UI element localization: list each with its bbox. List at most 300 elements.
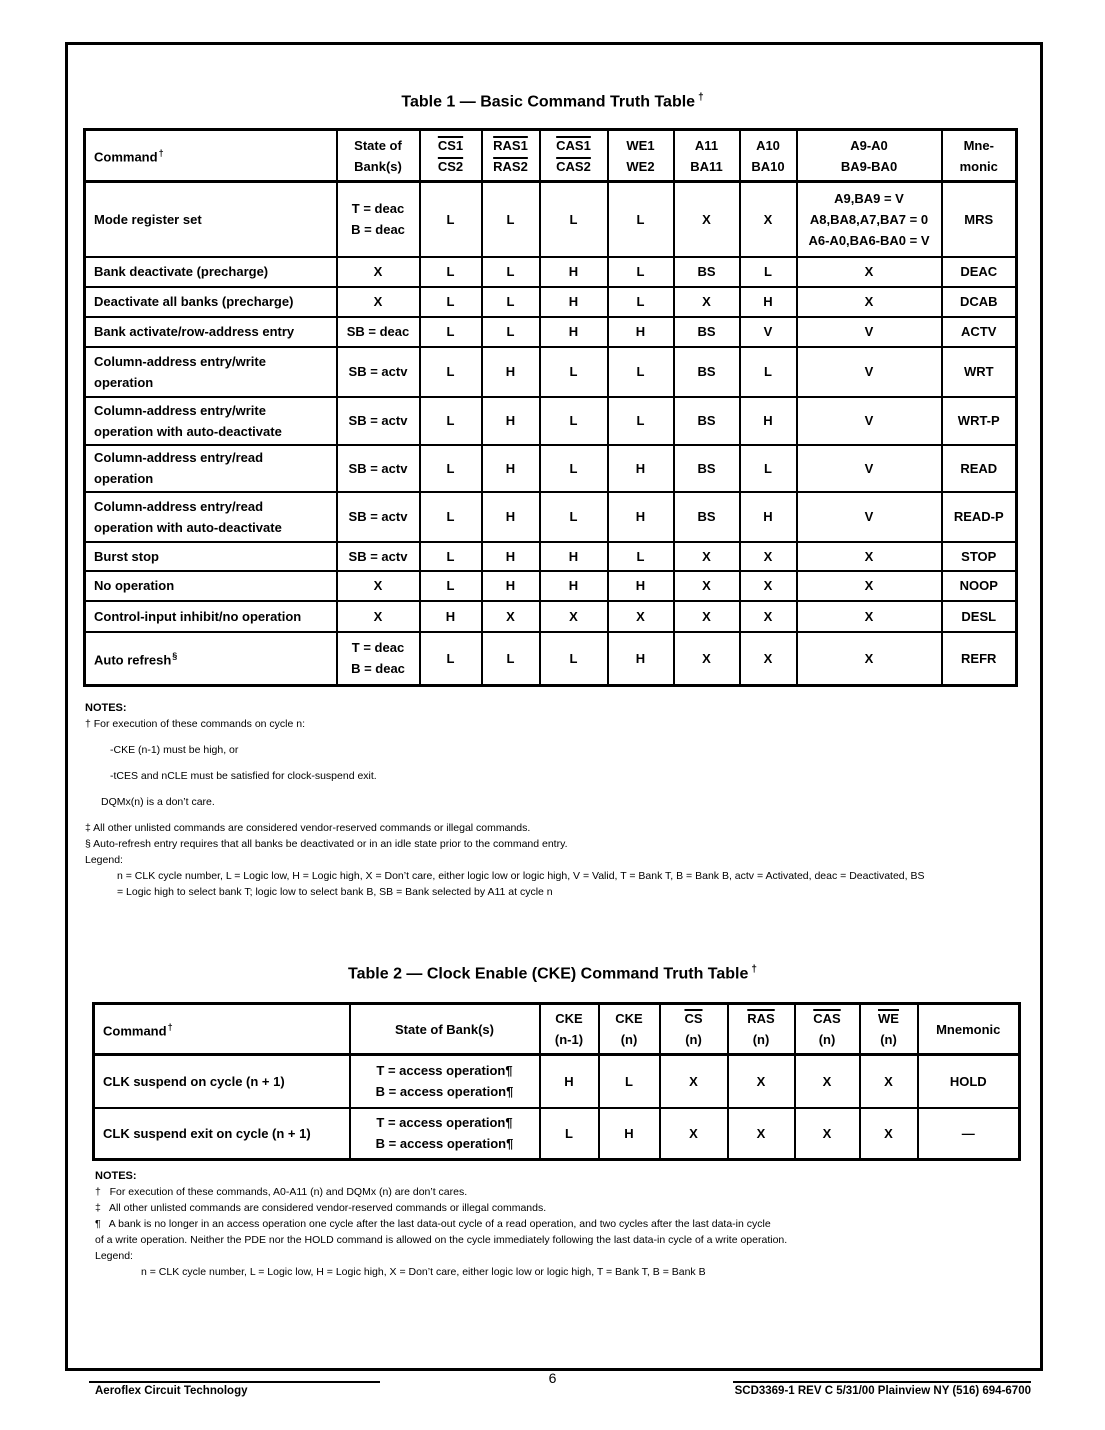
cell-line: (n-1) (554, 1032, 584, 1047)
table1-notes-label: NOTES: (85, 702, 127, 714)
cell-line: (n) (620, 1032, 638, 1047)
table-row (85, 287, 1017, 317)
cell-line: X (884, 1073, 893, 1089)
table-cell (337, 492, 420, 542)
cell-line: CS1 (437, 137, 464, 153)
table-cell (608, 571, 674, 601)
cell-line: H (568, 294, 579, 309)
table-cell (740, 632, 797, 686)
table-row (94, 1108, 1020, 1160)
cell-line: X (763, 211, 773, 227)
command-cell (85, 317, 337, 347)
command-cell (94, 1108, 350, 1160)
table-cell (608, 632, 674, 686)
table-cell (337, 542, 420, 571)
mnemonic-cell (942, 492, 1017, 542)
cell-line: L (636, 264, 645, 279)
cell-line: L (636, 294, 645, 309)
note-line: -tCES and nCLE must be satisfied for clock-suspend exit. (110, 770, 377, 782)
cell-line: WE2 (626, 158, 655, 174)
cell-line: Command† (94, 148, 164, 165)
table-cell (540, 542, 608, 571)
table-cell (482, 542, 540, 571)
table-cell (337, 317, 420, 347)
cell-line: X (702, 650, 711, 666)
table-cell (797, 317, 942, 347)
table-cell (860, 1055, 918, 1108)
note-line: -CKE (n-1) must be high, or (110, 744, 239, 756)
cell-line: L (636, 413, 645, 428)
table-cell (608, 257, 674, 287)
cell-line: L (764, 364, 772, 379)
table-cell (540, 601, 608, 632)
table-cell (337, 445, 420, 492)
cell-line: H (568, 324, 579, 339)
cell-line: X (822, 1125, 832, 1141)
cell-line: CS2 (437, 158, 464, 174)
cell-line: SB = actv (348, 364, 408, 379)
cell-line: A6-A0,BA6-BA0 = V (808, 232, 930, 248)
note-line: § Auto-refresh entry requires that all banks be deactivated or in an idle state prior to the command entry. (85, 838, 568, 850)
table-cell (350, 1108, 540, 1160)
table-cell (540, 1055, 599, 1108)
command-cell (85, 445, 337, 492)
cell-line: SB = actv (348, 548, 408, 564)
cell-line: H (568, 264, 579, 279)
table1-title (0, 88, 1105, 112)
cell-line: BS (697, 413, 716, 428)
cell-line: X (373, 294, 383, 309)
table-cell (674, 445, 740, 492)
cell-line: L (569, 509, 578, 524)
table-cell (674, 257, 740, 287)
header-row (85, 130, 1017, 182)
cell-line: X (636, 608, 645, 624)
cell-line: L (565, 1125, 573, 1141)
table-cell (540, 632, 608, 686)
column-header (350, 1004, 540, 1055)
cell-line: L (506, 211, 515, 227)
mnemonic-cell (918, 1055, 1020, 1108)
cell-line: Mnemonic (936, 1021, 1001, 1037)
cell-line: X (864, 578, 874, 593)
table-cell (420, 397, 482, 445)
table-cell (728, 1108, 795, 1160)
table-cell (420, 287, 482, 317)
table-cell (674, 542, 740, 571)
cell-line: L (446, 509, 455, 524)
table-cell (797, 287, 942, 317)
cell-line: BS (697, 460, 716, 476)
cell-line: MRS (964, 211, 994, 227)
cell-line: Bank deactivate (precharge) (94, 264, 269, 279)
table-cell (740, 601, 797, 632)
mnemonic-cell (942, 182, 1017, 257)
cell-line: L (764, 460, 772, 476)
cell-line: X (763, 650, 773, 666)
cell-line: (n) (880, 1032, 897, 1047)
cell-line: CAS2 (556, 158, 591, 174)
cell-line: X (864, 608, 874, 624)
cell-line: V (864, 364, 874, 379)
cell-line: CLK suspend on cycle (n + 1) (103, 1073, 285, 1089)
cell-line: Burst stop (94, 548, 159, 564)
cell-line: V (864, 460, 874, 476)
mnemonic-cell (942, 257, 1017, 287)
note-line: n = CLK cycle number, L = Logic low, H = Logic high, X = Don’t care, either logic low or logic high, T = Bank T, B = Bank B (141, 1266, 706, 1278)
cell-line: L (446, 294, 455, 309)
table-cell (740, 397, 797, 445)
table-cell (674, 632, 740, 686)
column-header (599, 1004, 660, 1055)
cell-line: H (763, 294, 773, 309)
cell-line: B = access operation¶ (375, 1084, 514, 1100)
cell-line: X (689, 1073, 698, 1089)
table-cell (337, 601, 420, 632)
mnemonic-cell (942, 287, 1017, 317)
column-header (85, 130, 337, 182)
cell-line: L (506, 650, 515, 666)
cell-line: WRT-P (957, 413, 1000, 428)
cell-line: H (624, 1125, 634, 1141)
column-header (795, 1004, 860, 1055)
table-row (85, 445, 1017, 492)
table-cell (608, 347, 674, 397)
column-header (420, 130, 482, 182)
column-header (918, 1004, 1020, 1055)
table-cell (795, 1108, 860, 1160)
command-cell (85, 632, 337, 686)
note-line: DQMx(n) is a don’t care. (101, 796, 215, 808)
cell-line: V (864, 509, 874, 524)
cell-line: (n) (752, 1032, 770, 1047)
table-cell (420, 632, 482, 686)
table-cell (337, 182, 420, 257)
column-header (860, 1004, 918, 1055)
table-cell (482, 492, 540, 542)
table-cell (797, 397, 942, 445)
cell-line: $\overline{RAS}$ (747, 1011, 775, 1026)
table-cell (608, 317, 674, 347)
mnemonic-cell (942, 571, 1017, 601)
table-cell (860, 1108, 918, 1160)
cell-line: X (702, 548, 711, 564)
mnemonic-cell (942, 601, 1017, 632)
table-cell (599, 1055, 660, 1108)
table-cell (482, 601, 540, 632)
table-cell (599, 1108, 660, 1160)
cell-line: SB = deac (346, 324, 410, 339)
cell-line: B = deac (351, 661, 405, 677)
cell-line: operation (94, 471, 154, 486)
cell-line: X (822, 1073, 832, 1089)
cell-line: X (702, 294, 711, 309)
column-header (540, 1004, 599, 1055)
table-cell (420, 347, 482, 397)
cell-line: H (568, 548, 579, 564)
cell-line: H (635, 578, 646, 593)
command-cell (85, 257, 337, 287)
note-line: Legend: (85, 854, 123, 866)
table-cell (740, 445, 797, 492)
cell-line: operation (94, 374, 154, 390)
command-cell (94, 1055, 350, 1108)
page-number: 6 (548, 1370, 557, 1386)
table-cell (797, 445, 942, 492)
cell-line: X (864, 548, 874, 564)
cell-line: L (446, 324, 455, 339)
table-cell (540, 1108, 599, 1160)
cell-line: H (763, 509, 773, 524)
table2-title-text: Table 2 — Clock Enable (CKE) Command Truth Table (348, 965, 749, 983)
cell-line: H (568, 578, 579, 593)
table-cell (740, 347, 797, 397)
table-cell (674, 601, 740, 632)
table-cell (420, 317, 482, 347)
cell-line: REFR (961, 650, 997, 666)
table-cell (540, 492, 608, 542)
cell-line: T = access operation¶ (376, 1115, 513, 1131)
footer-company: Aeroflex Circuit Technology (95, 1385, 248, 1397)
cell-line: L (569, 364, 578, 379)
column-header (94, 1004, 350, 1055)
table2-title (0, 960, 1105, 984)
table-cell (674, 182, 740, 257)
mnemonic-cell (942, 542, 1017, 571)
cell-line: No operation (94, 578, 175, 593)
cell-line: BS (697, 509, 716, 524)
cell-line: L (569, 413, 578, 428)
table1-title-text: Table 1 — Basic Command Truth Table (401, 93, 696, 111)
table2-notes-label: NOTES: (95, 1170, 137, 1182)
table-cell (797, 492, 942, 542)
column-header (540, 130, 608, 182)
cell-line: H (505, 413, 516, 428)
cell-line: X (864, 294, 874, 309)
table-cell (674, 397, 740, 445)
cell-line: L (506, 324, 515, 339)
cell-line: SB = actv (348, 460, 408, 476)
table-cell (420, 492, 482, 542)
cell-line: DEAC (960, 264, 998, 279)
cell-line: X (884, 1125, 893, 1141)
cell-line: BA11 (690, 158, 723, 174)
cell-line: H (564, 1073, 574, 1089)
note-line: ‡ All other unlisted commands are considered vendor-reserved commands or illegal commands. (95, 1202, 547, 1214)
cell-line: L (764, 264, 772, 279)
cell-line: Control-input inhibit/no operation (94, 608, 302, 624)
table1-title-dagger: † (698, 92, 704, 103)
table-cell (420, 445, 482, 492)
cell-line: B = access operation¶ (375, 1136, 514, 1152)
cell-line: X (864, 650, 874, 666)
cell-line: BS (697, 364, 716, 379)
cell-line: BA9-BA0 (840, 158, 898, 174)
cell-line: ACTV (961, 324, 997, 339)
cell-line: T = deac (351, 201, 405, 217)
command-cell (85, 571, 337, 601)
cell-line: H (505, 364, 516, 379)
cell-line: A9-A0 (850, 137, 888, 153)
table-cell (740, 542, 797, 571)
cell-line: Column-address entry/read (94, 498, 264, 514)
cell-line: L (446, 578, 455, 593)
note-line: ¶ A bank is no longer in an access operation one cycle after the last data-out cycle of a read operation, and two cycles after the last data-in cycle (95, 1218, 771, 1230)
table-cell (674, 347, 740, 397)
table-cell (660, 1108, 728, 1160)
command-cell (85, 601, 337, 632)
note-line: ‡ All other unlisted commands are considered vendor-reserved commands or illegal commands. (85, 822, 531, 834)
column-header (740, 130, 797, 182)
cell-line: L (636, 548, 645, 564)
table-row (94, 1055, 1020, 1108)
cell-line: H (505, 548, 516, 564)
column-header (337, 130, 420, 182)
cell-line: H (763, 413, 773, 428)
cell-line: Mode register set (94, 211, 202, 227)
cell-line: Bank activate/row-address entry (94, 324, 295, 339)
cell-line: $\overline{CAS}$ (813, 1011, 841, 1026)
table-cell (337, 257, 420, 287)
table-cell (797, 601, 942, 632)
table-cell (740, 492, 797, 542)
table-cell (337, 287, 420, 317)
column-header (674, 130, 740, 182)
cell-line: X (756, 1125, 766, 1141)
cell-line: Bank(s) (354, 158, 402, 174)
table-cell (420, 601, 482, 632)
note-line: † For execution of these commands, A0-A11 (n) and DQMx (n) are don’t cares. (95, 1186, 468, 1198)
cell-line: A8,BA8,A7,BA7 = 0 (809, 211, 929, 227)
table-cell (540, 397, 608, 445)
table-cell (674, 317, 740, 347)
table-cell (797, 347, 942, 397)
table2-title-dagger: † (751, 964, 757, 975)
cell-line: L (636, 211, 645, 227)
cell-line: operation with auto-deactivate (94, 519, 282, 535)
cell-line: A9,BA9 = V (834, 190, 904, 206)
cell-line: Command† (103, 1021, 173, 1039)
table-cell (797, 182, 942, 257)
table-cell (482, 347, 540, 397)
cell-line: X (763, 578, 773, 593)
cell-line: CKE (615, 1011, 643, 1026)
cell-line: State of Bank(s) (395, 1021, 494, 1037)
cell-line: B = deac (351, 222, 405, 238)
mnemonic-cell (918, 1108, 1020, 1160)
cell-line: L (446, 364, 455, 379)
cell-line: L (636, 364, 645, 379)
table-cell (350, 1055, 540, 1108)
cell-line: A11 (694, 137, 719, 153)
table-cell (740, 257, 797, 287)
note-line: = Logic high to select bank T; logic low to select bank B, SB = Bank selected by A11 at cycle n (117, 886, 553, 898)
table-cell (797, 632, 942, 686)
table-cell (337, 632, 420, 686)
cell-line: H (635, 650, 646, 666)
cell-line: Mne- (963, 137, 994, 153)
note-line: n = CLK cycle number, L = Logic low, H = Logic high, X = Don’t care, either logic low or logic high, V = Valid, T = Bank T, B = Bank B, actv = Activated, deac = Deactivated, BS (117, 870, 925, 882)
mnemonic-cell (942, 632, 1017, 686)
cell-line: (n) (818, 1032, 836, 1047)
footer-doc-id: SCD3369-1 REV C 5/31/00 Plainview NY (516) 694-6700 (734, 1385, 1031, 1397)
cell-line: RAS1 (493, 137, 528, 153)
cell-line: V (864, 324, 874, 339)
command-cell (85, 287, 337, 317)
table-row (85, 542, 1017, 571)
column-header (660, 1004, 728, 1055)
cell-line: BA10 (751, 158, 785, 174)
cell-line: $\overline{CS}$ (684, 1011, 703, 1026)
command-cell (85, 542, 337, 571)
table-cell (540, 287, 608, 317)
table-cell (608, 601, 674, 632)
cell-line: CKE (555, 1011, 583, 1026)
cell-line: BS (697, 264, 716, 279)
cell-line: X (756, 1073, 766, 1089)
cell-line: H (635, 324, 646, 339)
cell-line: monic (959, 158, 998, 174)
note-line: † For execution of these commands on cycle n: (85, 718, 306, 730)
cell-line: DESL (961, 608, 997, 624)
cell-line: T = deac (351, 640, 405, 656)
cell-line: READ-P (953, 509, 1004, 524)
table-cell (797, 571, 942, 601)
cell-line: H (505, 578, 516, 593)
column-header (728, 1004, 795, 1055)
cell-line: H (505, 460, 516, 476)
table-cell (540, 347, 608, 397)
table-cell (420, 571, 482, 601)
cke-command-truth-table (92, 1002, 1021, 1161)
cell-line: Column-address entry/read (94, 450, 264, 465)
table-cell (728, 1055, 795, 1108)
cell-line: X (763, 608, 773, 624)
table-cell (482, 182, 540, 257)
cell-line: READ (960, 460, 998, 476)
table-cell (337, 347, 420, 397)
header-row (94, 1004, 1020, 1055)
table-cell (420, 542, 482, 571)
cell-line: X (702, 578, 711, 593)
cell-line: X (373, 608, 383, 624)
cell-line: H (635, 509, 646, 524)
cell-line: SB = actv (348, 413, 408, 428)
table-cell (674, 571, 740, 601)
cell-line: WE1 (626, 137, 655, 153)
cell-line: L (506, 294, 515, 309)
table-row (85, 632, 1017, 686)
footer-rule-right (733, 1381, 1031, 1383)
command-cell (85, 492, 337, 542)
column-header (797, 130, 942, 182)
command-cell (85, 182, 337, 257)
table-row (85, 492, 1017, 542)
cell-line: L (569, 650, 578, 666)
cell-line: L (625, 1073, 633, 1089)
table-cell (482, 257, 540, 287)
cell-line: X (373, 578, 383, 593)
table-row (85, 257, 1017, 287)
table1-notes (85, 700, 1020, 900)
cell-line: X (702, 211, 711, 227)
table-cell (608, 492, 674, 542)
cell-line: operation with auto-deactivate (94, 423, 282, 439)
table-cell (540, 182, 608, 257)
table-cell (420, 257, 482, 287)
command-cell (85, 347, 337, 397)
table-cell (740, 571, 797, 601)
